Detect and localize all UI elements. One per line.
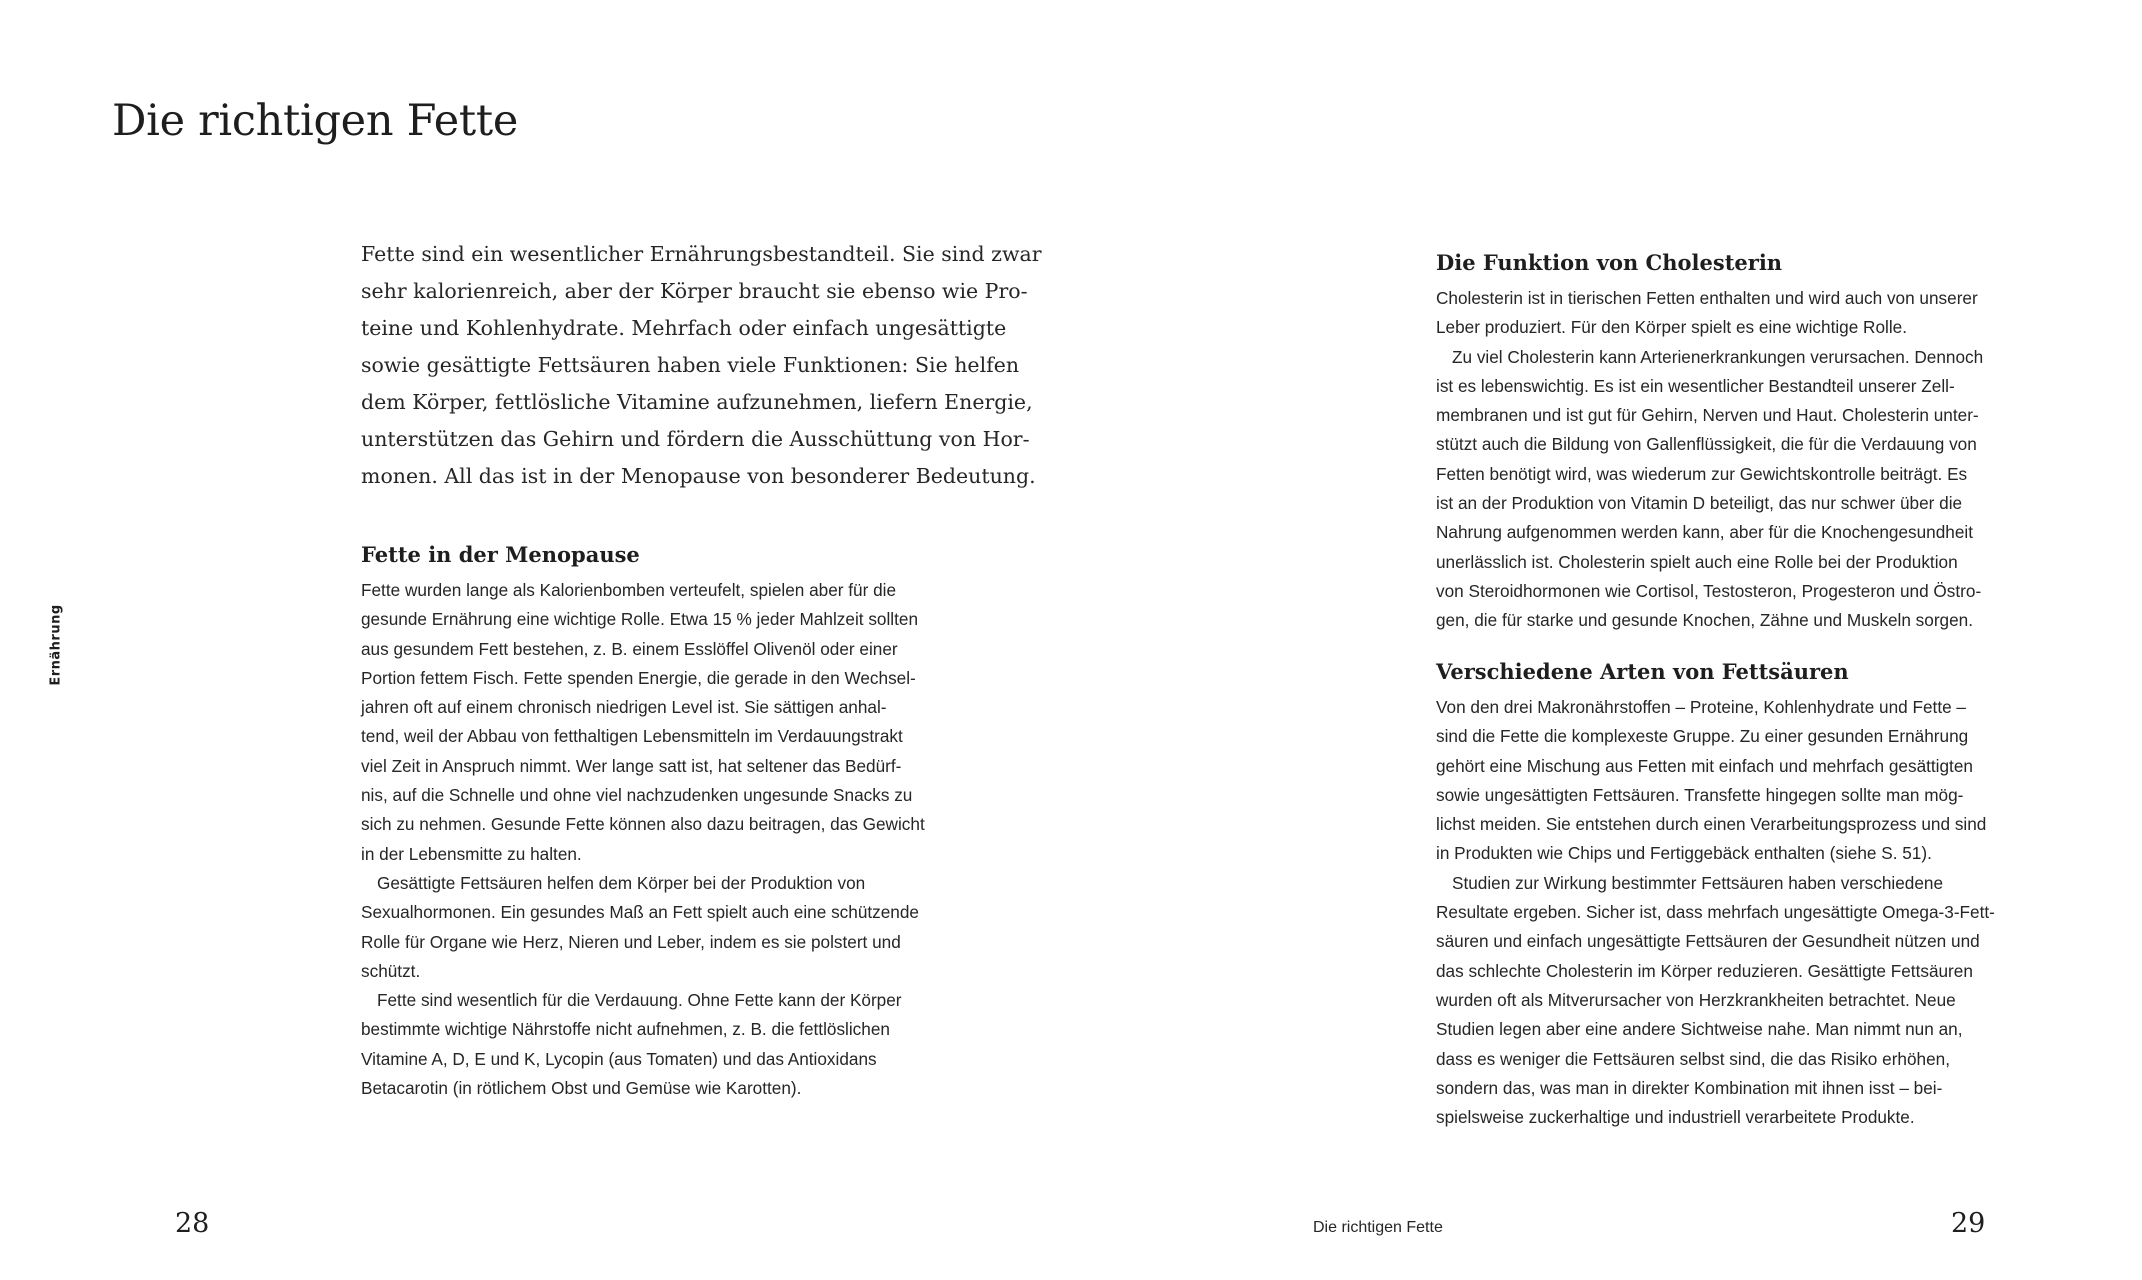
section-fette-menopause [361,538,981,1103]
body-line: Portion fettem Fisch. Fette spenden Energie, die gerade in den Wechsel- [361,667,916,688]
body-line: Fetten benötigt wird, was wiederum zur Gewichtskontrolle beiträgt. Es [1436,463,1968,484]
page-number-right: 29 [1951,1208,1986,1239]
body-line: membranen und ist gut für Gehirn, Nerven und Haut. Cholesterin unter- [1436,405,1979,426]
body-line: Gesättigte Fettsäuren helfen dem Körper bei der Produktion von [377,872,866,893]
body-line: Nahrung aufgenommen werden kann, aber für die Knochengesundheit [1436,522,1974,543]
body-line: sich zu nehmen. Gesunde Fette können also dazu beitragen, das Gewicht [361,814,925,835]
body-line: aus gesundem Fett bestehen, z. B. einem Esslöffel Olivenöl oder einer [361,638,898,659]
body-line: Leber produziert. Für den Körper spielt es eine wichtige Rolle. [1436,317,1907,338]
body-line: viel Zeit in Anspruch nimmt. Wer lange satt ist, hat seltener das Bedürf- [361,755,902,776]
body-line: gehört eine Mischung aus Fetten mit einfach und mehrfach gesättigten [1436,755,1973,776]
page-title: Die richtigen Fette [112,96,519,146]
body-line: nis, auf die Schnelle und ohne viel nachzudenken ungesunde Snacks zu [361,785,913,806]
body-line: in Produkten wie Chips und Fertiggebäck enthalten (siehe S. 51). [1436,843,1932,864]
body-line: Studien legen aber eine andere Sichtweise nahe. Man nimmt nun an, [1436,1019,1963,1040]
intro-line: sowie gesättigte Fettsäuren haben viele Funktionen: Sie helfen [361,353,1020,377]
body-line: jahren oft auf einem chronisch niedrigen Level ist. Sie sättigen anhal- [361,697,887,718]
body-line: Vitamine A, D, E und K, Lycopin (aus Tomaten) und das Antioxidans [361,1048,877,1069]
section-body [1436,284,2076,636]
body-line: stützt auch die Bildung von Gallenflüssigkeit, die für die Verdauung von [1436,434,1977,455]
page-number-left: 28 [175,1208,210,1239]
body-line: Fette wurden lange als Kalorienbomben verteufelt, spielen aber für die [361,580,897,600]
intro-line: unterstützen das Gehirn und fördern die Ausschüttung von Hor- [361,427,1030,451]
body-line: bestimmte wichtige Nährstoffe nicht aufnehmen, z. B. die fettlöslichen [361,1019,890,1040]
body-line: das schlechte Cholesterin im Körper reduzieren. Gesättigte Fettsäuren [1436,960,1973,981]
body-line: Studien zur Wirkung bestimmter Fettsäuren haben verschiedene [1452,872,1944,893]
section-funktion-cholesterin [1436,246,2076,636]
body-line: lichst meiden. Sie entstehen durch einen Verarbeitungsprozess und sind [1436,814,1987,835]
body-line: Zu viel Cholesterin kann Arterienerkrankungen verursachen. Dennoch [1452,346,1984,367]
body-line: säuren und einfach ungesättigte Fettsäuren der Gesundheit nützen und [1436,931,1980,952]
body-line: Von den drei Makronährstoffen – Proteine, Kohlenhydrate und Fette – [1436,697,1966,717]
body-line: Sexualhormonen. Ein gesundes Maß an Fett spielt auch eine schützende [361,902,919,923]
body-line: dass es weniger die Fettsäuren selbst sind, die das Risiko erhöhen, [1436,1048,1950,1069]
section-body [1436,693,2076,1132]
body-line: Fette sind wesentlich für die Verdauung. Ohne Fette kann der Körper [377,990,902,1011]
body-line: unerlässlich ist. Cholesterin spielt auch eine Rolle bei der Produktion [1436,551,1958,572]
running-footer-title: Die richtigen Fette [1313,1219,1443,1236]
side-section-label: Ernährung [48,604,64,686]
intro-line: teine und Kohlenhydrate. Mehrfach oder einfach ungesättigte [361,316,1007,340]
body-line: ist an der Produktion von Vitamin D beteiligt, das nur schwer über die [1436,493,1963,514]
body-line: gen, die für starke und gesunde Knochen, Zähne und Muskeln sorgen. [1436,610,1973,631]
body-line: tend, weil der Abbau von fetthaltigen Lebensmitteln im Verdauungstrakt [361,726,903,747]
section-arten-fettsaeuren [1436,655,2076,1132]
body-line: gesunde Ernährung eine wichtige Rolle. Etwa 15 % jeder Mahlzeit sollten [361,609,919,630]
intro-line: monen. All das ist in der Menopause von besonderer Bedeutung. [361,464,1036,488]
body-line: von Steroidhormonen wie Cortisol, Testosteron, Progesteron und Östro- [1436,580,1982,601]
body-line: ist es lebenswichtig. Es ist ein wesentlicher Bestandteil unserer Zell- [1436,375,1955,396]
intro-line: sehr kalorienreich, aber der Körper braucht sie ebenso wie Pro- [361,279,1028,303]
body-line: Rolle für Organe wie Herz, Nieren und Leber, indem es sie polstert und [361,931,901,952]
body-line: Betacarotin (in rötlichem Obst und Gemüse wie Karotten). [361,1078,802,1099]
body-line: schützt. [361,960,421,981]
body-line: in der Lebensmitte zu halten. [361,843,582,864]
intro-paragraph [361,236,1042,495]
body-line: sind die Fette die komplexeste Gruppe. Zu einer gesunden Ernährung [1436,726,1969,747]
body-line: wurden oft als Mitverursacher von Herzkrankheiten betrachtet. Neue [1436,989,1956,1010]
body-line: sondern das, was man in direkter Kombination mit ihnen isst – bei- [1436,1077,1943,1098]
intro-line: Fette sind ein wesentlicher Ernährungsbestandteil. Sie sind zwar [361,242,1042,266]
section-body [361,576,981,1103]
body-line: spielsweise zuckerhaltige und industriell verarbeitete Produkte. [1436,1107,1915,1128]
section-heading: Fette in der Menopause [361,542,640,567]
section-heading: Verschiedene Arten von Fettsäuren [1436,659,1849,684]
section-heading: Die Funktion von Cholesterin [1436,250,1783,275]
body-line: Cholesterin ist in tierischen Fetten enthalten und wird auch von unserer [1436,288,1978,308]
body-line: sowie ungesättigten Fettsäuren. Transfette hingegen sollte man mög- [1436,784,1964,805]
body-line: Resultate ergeben. Sicher ist, dass mehrfach ungesättigte Omega-3-Fett- [1436,902,1995,923]
intro-line: dem Körper, fettlösliche Vitamine aufzunehmen, liefern Energie, [361,390,1033,414]
